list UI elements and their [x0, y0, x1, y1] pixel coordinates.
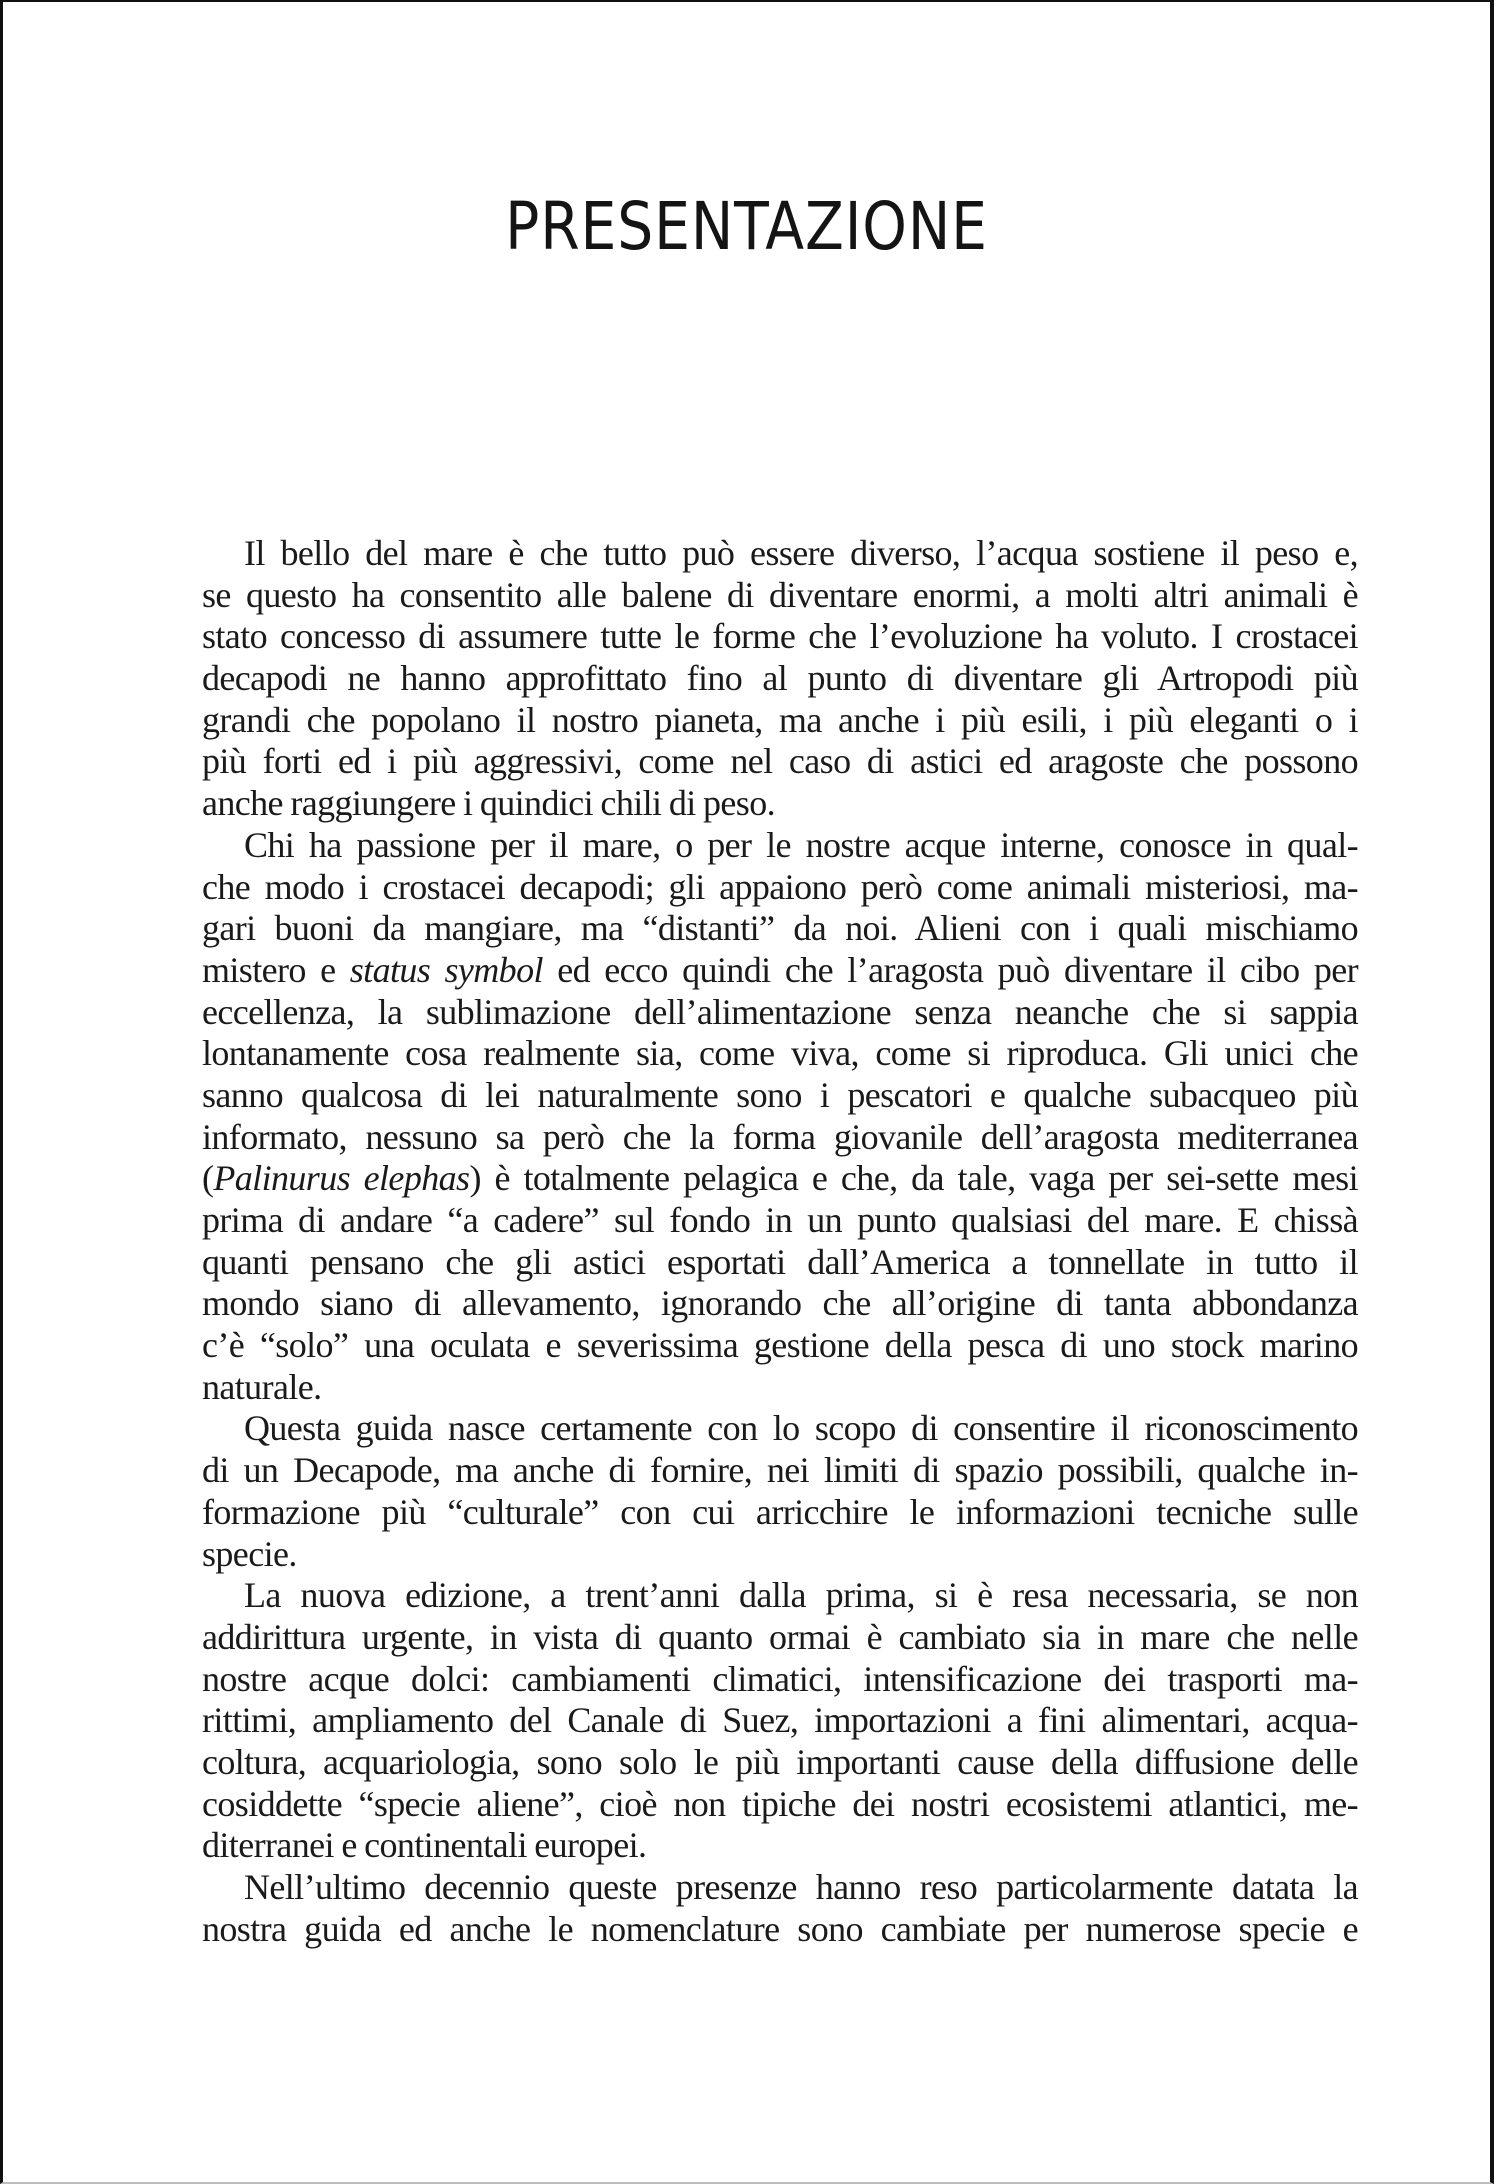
text-line: nostre acque dolci: cambiamenti climatici, intensificazione dei trasporti ma- — [202, 1658, 1358, 1699]
text-line: anche raggiungere i quindici chili di peso. — [202, 783, 776, 824]
text-line: mistero e status symbol ed ecco quindi che l’aragosta può diventare il cibo per — [202, 949, 1358, 990]
text-line: (Palinurus elephas) è totalmente pelagica e che, da tale, vaga per sei-sette mesi — [202, 1158, 1358, 1199]
text-line: informato, nessuno sa però che la forma giovanile dell’aragosta mediterranea — [202, 1116, 1358, 1157]
text-line: gari buoni da mangiare, ma “distanti” da noi. Alieni con i quali mischiamo — [202, 908, 1358, 949]
text-line: cosiddette “specie aliene”, cioè non tipiche dei nostri ecosistemi atlantici, me- — [202, 1783, 1358, 1824]
paragraph-3 — [202, 1408, 1358, 1575]
text-line: stato concesso di assumere tutte le forme che l’evoluzione ha voluto. I crostacei — [202, 616, 1358, 657]
text-line: che modo i crostacei decapodi; gli appaiono però come animali misteriosi, ma- — [202, 866, 1358, 907]
text-line: coltura, acquariologia, sono solo le più importanti cause della diffusione delle — [202, 1741, 1358, 1782]
text-line: Il bello del mare è che tutto può essere diverso, l’acqua sostiene il peso e, — [244, 533, 1358, 573]
text-line: naturale. — [202, 1366, 322, 1407]
text-line: specie. — [202, 1533, 297, 1574]
text-line: rittimi, ampliamento del Canale di Suez, importazioni a fini alimentari, acqua- — [202, 1700, 1358, 1741]
paragraph-2 — [202, 825, 1358, 1409]
text-line: di un Decapode, ma anche di fornire, nei limiti di spazio possibili, qualche in- — [202, 1450, 1358, 1491]
text-line: addirittura urgente, in vista di quanto ormai è cambiato sia in mare che nelle — [202, 1616, 1358, 1657]
text-line: formazione più “culturale” con cui arricchire le informazioni tecniche sulle — [202, 1491, 1358, 1532]
text-line: lontanamente cosa realmente sia, come viva, come si riproduca. Gli unici che — [202, 1033, 1358, 1074]
paragraph-1 — [202, 533, 1358, 825]
text-line: più forti ed i più aggressivi, come nel caso di astici ed aragoste che possono — [202, 741, 1358, 782]
paragraph-5 — [202, 1867, 1358, 1950]
text-line: c’è “solo” una oculata e severissima gestione della pesca di uno stock marino — [202, 1325, 1358, 1366]
text-line: Questa guida nasce certamente con lo scopo di consentire il riconoscimento — [244, 1408, 1358, 1449]
text-line: Nell’ultimo decennio queste presenze hanno reso particolarmente datata la — [244, 1867, 1358, 1907]
text-line: diterranei e continentali europei. — [202, 1825, 647, 1866]
text-line: nostra guida ed anche le nomenclature sono cambiate per numerose specie e — [202, 1908, 1358, 1949]
text-line: quanti pensano che gli astici esportati dall’America a tonnellate in tutto il — [202, 1241, 1358, 1282]
text-line: eccellenza, la sublimazione dell’alimentazione senza neanche che si sappia — [202, 991, 1358, 1032]
text-line: prima di andare “a cadere” sul fondo in un punto qualsiasi del mare. E chissà — [202, 1200, 1358, 1240]
text-line: La nuova edizione, a trent’anni dalla prima, si è resa necessaria, se non — [244, 1575, 1358, 1616]
body-text — [202, 533, 1358, 1950]
italic-term-status-symbol: status symbol — [349, 949, 543, 990]
text-line: mondo siano di allevamento, ignorando che all’origine di tanta abbondanza — [202, 1283, 1358, 1324]
page-title: PRESENTAZIONE — [505, 188, 988, 265]
text-line: se questo ha consentito alle balene di diventare enormi, a molti altri animali è — [202, 574, 1358, 615]
italic-species-name: Palinurus elephas — [213, 1158, 470, 1199]
paragraph-4 — [202, 1575, 1358, 1867]
text-line: decapodi ne hanno approfittato fino al punto di diventare gli Artropodi più — [202, 658, 1358, 699]
text-line: Chi ha passione per il mare, o per le nostre acque interne, conosce in qual- — [244, 824, 1358, 865]
text-line: grandi che popolano il nostro pianeta, ma anche i più esili, i più eleganti o i — [202, 699, 1358, 740]
text-line: sanno qualcosa di lei naturalmente sono i pescatori e qualche subacqueo più — [202, 1074, 1358, 1115]
